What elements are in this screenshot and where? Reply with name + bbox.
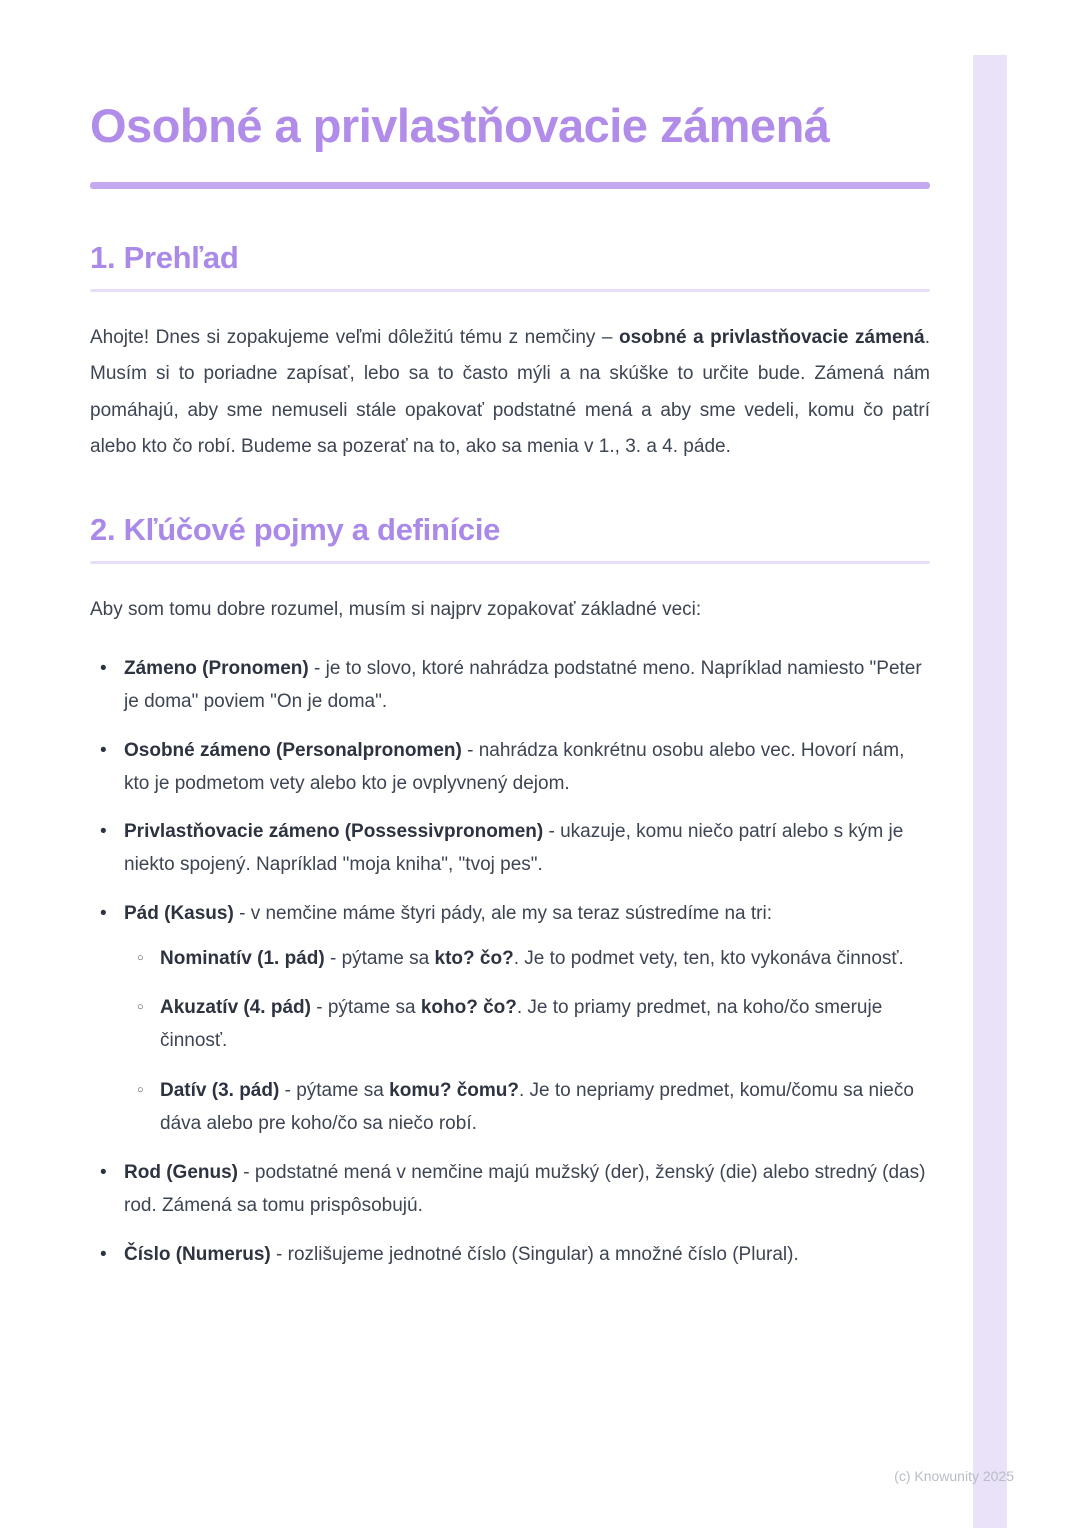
list-item-dativ bbox=[160, 1074, 930, 1141]
kasus-sublist bbox=[124, 942, 930, 1140]
list-item-nominativ bbox=[160, 942, 930, 975]
section-1-underline bbox=[90, 289, 930, 292]
key-terms-list bbox=[90, 652, 930, 1271]
list-item-genus bbox=[124, 1156, 930, 1223]
list-item-numerus bbox=[124, 1238, 930, 1271]
document-title: Osobné a privlastňovacie zámená bbox=[90, 99, 830, 152]
title-divider bbox=[90, 182, 930, 189]
list-item-text: Akuzatív (4. pád) - pýtame sa koho? čo?. Je to priamy predmet, na koho/čo smeruje činnosť. bbox=[160, 997, 883, 1052]
list-item-text: Osobné zámeno (Personalpronomen) - nahrádza konkrétnu osobu alebo vec. Hovorí nám, kto je podmetom vety alebo kto je ovplyvnený dejom. bbox=[124, 739, 905, 794]
list-item-akuzativ bbox=[160, 991, 930, 1058]
list-item-text: Nominatív (1. pád) - pýtame sa kto? čo?. Je to podmet vety, ten, kto vykonáva činnosť. bbox=[160, 947, 904, 969]
document-content bbox=[90, 96, 930, 1286]
section-2-underline bbox=[90, 561, 930, 564]
section-2-intro: Aby som tomu dobre rozumel, musím si najprv zopakovať základné veci: bbox=[90, 598, 702, 620]
list-item-text: Rod (Genus) - podstatné mená v nemčine majú mužský (der), ženský (die) alebo stredný (das) rod. Zámená sa tomu prispôsobujú. bbox=[124, 1162, 926, 1217]
list-item-text: Pád (Kasus) - v nemčine máme štyri pády, ale my sa teraz sústredíme na tri: bbox=[124, 902, 772, 924]
footer-credit: (c) Knowunity 2025 bbox=[894, 1468, 1014, 1484]
list-item-text: Datív (3. pád) - pýtame sa komu? čomu?. Je to nepriamy predmet, komu/čomu sa niečo dáva alebo pre koho/čo sa niečo robí. bbox=[160, 1079, 914, 1134]
list-item-text: Zámeno (Pronomen) - je to slovo, ktoré nahrádza podstatné meno. Napríklad namiesto "Peter je doma" poviem "On je doma". bbox=[124, 658, 922, 713]
section-1-heading: 1. Prehľad bbox=[90, 240, 239, 276]
page-edge-stripe bbox=[973, 55, 1007, 1528]
list-item-personalpronomen bbox=[124, 734, 930, 801]
list-item-pronomen bbox=[124, 652, 930, 719]
list-item-text: Privlastňovacie zámeno (Possessivpronomen) - ukazuje, komu niečo patrí alebo s kým je niekto spojený. Napríklad "moja kniha", "tvoj pes". bbox=[124, 821, 904, 876]
section-2-heading: 2. Kľúčové pojmy a definície bbox=[90, 511, 501, 547]
list-item-kasus bbox=[124, 897, 930, 1141]
list-item-text: Číslo (Numerus) - rozlišujeme jednotné číslo (Singular) a množné číslo (Plural). bbox=[124, 1243, 799, 1265]
section-1-paragraph: Ahojte! Dnes si zopakujeme veľmi dôležitú tému z nemčiny – osobné a privlastňovacie zámená. Musím si to poriadne zapísať, lebo sa to často mýli a na skúške to určite bude. Zámená nám pomáhajú, aby sme nemuseli stále opakovať podstatné mená a aby sme vedeli, komu čo patrí alebo kto čo robí. Budeme sa pozerať na to, ako sa menia v 1., 3. a 4. páde. bbox=[90, 327, 930, 457]
list-item-possessivpronomen bbox=[124, 815, 930, 882]
